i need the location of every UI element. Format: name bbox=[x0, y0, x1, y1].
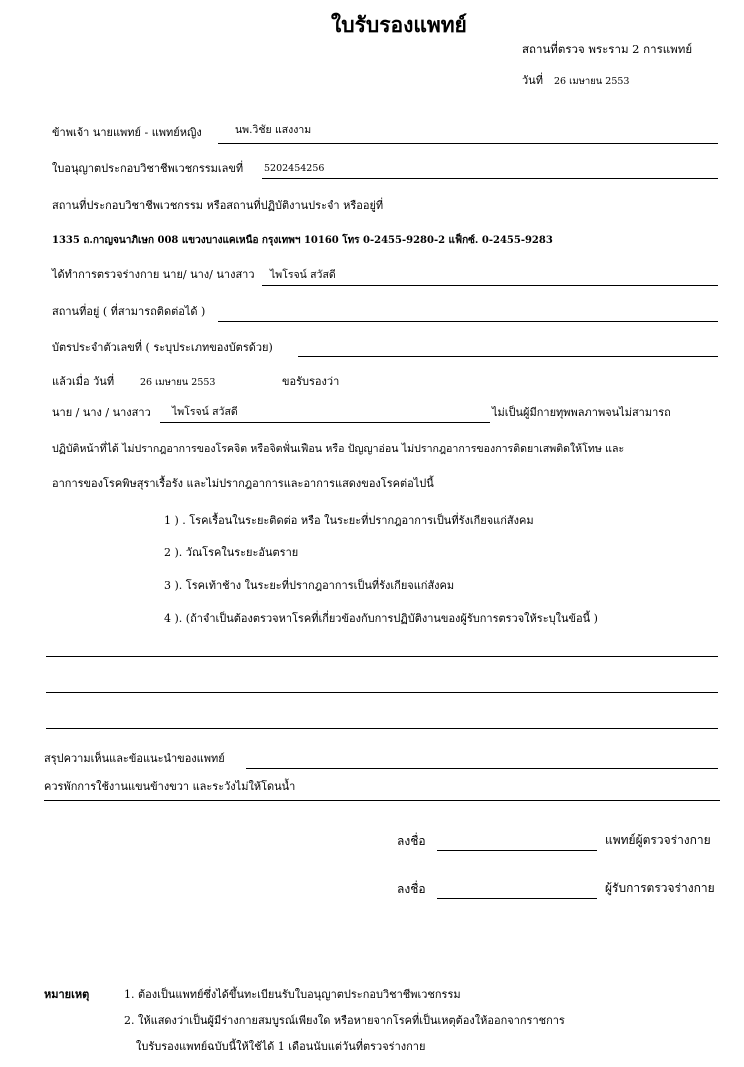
note-1: 1. ต้องเป็นแพทย์ซึ่งได้ขึ้นทะเบียนรับใบอนุญาตประกอบวิชาชีพเวชกรรม bbox=[124, 988, 461, 1001]
workplace-address: 1335 ถ.กาญจนาภิเษก 008 แขวงบางแคเหนือ กรุงเทพฯ 10160 โทร 0-2455-9280-2 แฟ็กซ์. 0-2455-9283 bbox=[52, 235, 553, 246]
summary-text: ควรพักการใช้งานแขนข้างขวา และระวังไม่ให้โดนน้ำ bbox=[44, 780, 296, 793]
notes-label: หมายเหตุ bbox=[44, 988, 90, 1001]
statement-3: อาการของโรคพิษสุราเรื้อรัง และไม่ปรากฎอาการและอาการแสดงของโรคต่อไปนี้ bbox=[52, 477, 434, 490]
license-line bbox=[262, 178, 718, 179]
patient-role: ผู้รับการตรวจร่างกาย bbox=[605, 881, 715, 895]
id-line bbox=[298, 356, 718, 357]
blank-line bbox=[46, 656, 718, 657]
date-value: 26 เมษายน 2553 bbox=[554, 76, 630, 87]
disease-item: 1 ) . โรคเรื้อนในระยะติดต่อ หรือ ในระยะที่ปรากฎอาการเป็นที่รังเกียจแก่สังคม bbox=[164, 514, 534, 527]
when-label: แล้วเมื่อ วันที่ bbox=[52, 375, 115, 388]
doctor-sign-label: ลงชื่อ bbox=[397, 834, 426, 848]
doctor-label: ข้าพเจ้า นายแพทย์ - แพทย์หญิง bbox=[52, 126, 202, 139]
doctor-role: แพทย์ผู้ตรวจร่างกาย bbox=[605, 833, 711, 847]
exam-label: ได้ทำการตรวจร่างกาย นาย/ นาง/ นางสาว bbox=[52, 268, 255, 281]
note-3: ใบรับรองแพทย์ฉบับนี้ให้ใช้ได้ 1 เดือนนับแต่วันที่ตรวจร่างกาย bbox=[136, 1040, 426, 1053]
date-label: วันที่ bbox=[522, 74, 543, 87]
patient-name-repeat-line bbox=[160, 422, 490, 423]
id-label: บัตรประจำตัวเลขที่ ( ระบุประเภทของบัตรด้วย) bbox=[52, 341, 273, 354]
patient-name-line bbox=[262, 285, 718, 286]
disease-item: 3 ). โรคเท้าช้าง ในระยะที่ปรากฎอาการเป็นที่รังเกียจแก่สังคม bbox=[164, 579, 455, 592]
summary-text-line bbox=[44, 800, 720, 801]
address-line bbox=[218, 321, 718, 322]
doctor-name: นพ.วิชัย แสงงาม bbox=[235, 124, 312, 136]
certify-label: ขอรับรองว่า bbox=[282, 375, 340, 388]
statement-2: ปฏิบัติหน้าที่ได้ ไม่ปรากฎอาการของโรคจิต หรือจิตฟั่นเฟือน หรือ ปัญญาอ่อน ไม่ปรากฎอาการของการติดยาเสพติดให้โทษ และ bbox=[52, 443, 625, 455]
disease-item: 2 ). วัณโรคในระยะอันตราย bbox=[164, 546, 299, 559]
patient-sign-line bbox=[437, 898, 597, 899]
address-label: สถานที่อยู่ ( ที่สามารถติดต่อได้ ) bbox=[52, 305, 206, 318]
patient-name-repeat: ไพโรจน์ สวัสดี bbox=[172, 406, 238, 418]
disease-item: 4 ). (ถ้าจำเป็นต้องตรวจหาโรคที่เกี่ยวข้องกับการปฏิบัติงานของผู้รับการตรวจให้ระบุในข้อนี้ ) bbox=[164, 612, 598, 625]
license-label: ใบอนุญาตประกอบวิชาชีพเวชกรรมเลขที่ bbox=[52, 162, 244, 175]
note-2: 2. ให้แสดงว่าเป็นผู้มีร่างกายสมบูรณ์เพียงใด หรือหายจากโรคที่เป็นเหตุต้องให้ออกจากราชการ bbox=[124, 1014, 565, 1027]
statement-1: ไม่เป็นผู้มีกายทุพพลภาพจนไม่สามารถ bbox=[492, 406, 671, 419]
patient-sign-label: ลงชื่อ bbox=[397, 882, 426, 896]
blank-line bbox=[46, 692, 718, 693]
exam-place-label: สถานที่ตรวจ พระราม 2 การแพทย์ bbox=[522, 42, 693, 56]
summary-label: สรุปความเห็นและข้อแนะนำของแพทย์ bbox=[44, 752, 225, 765]
patient-name: ไพโรจน์ สวัสดี bbox=[270, 269, 336, 281]
title-label: นาย / นาง / นางสาว bbox=[52, 406, 151, 419]
doctor-sign-line bbox=[437, 850, 597, 851]
when-value: 26 เมษายน 2553 bbox=[140, 377, 216, 388]
blank-line bbox=[46, 728, 718, 729]
workplace-label: สถานที่ประกอบวิชาชีพเวชกรรม หรือสถานที่ปฏิบัติงานประจำ หรืออยู่ที่ bbox=[52, 199, 384, 212]
license-value: 5202454256 bbox=[264, 163, 325, 174]
doctor-name-line bbox=[218, 143, 718, 144]
summary-line bbox=[246, 768, 718, 769]
document-title: ใบรับรองแพทย์ bbox=[331, 12, 467, 37]
